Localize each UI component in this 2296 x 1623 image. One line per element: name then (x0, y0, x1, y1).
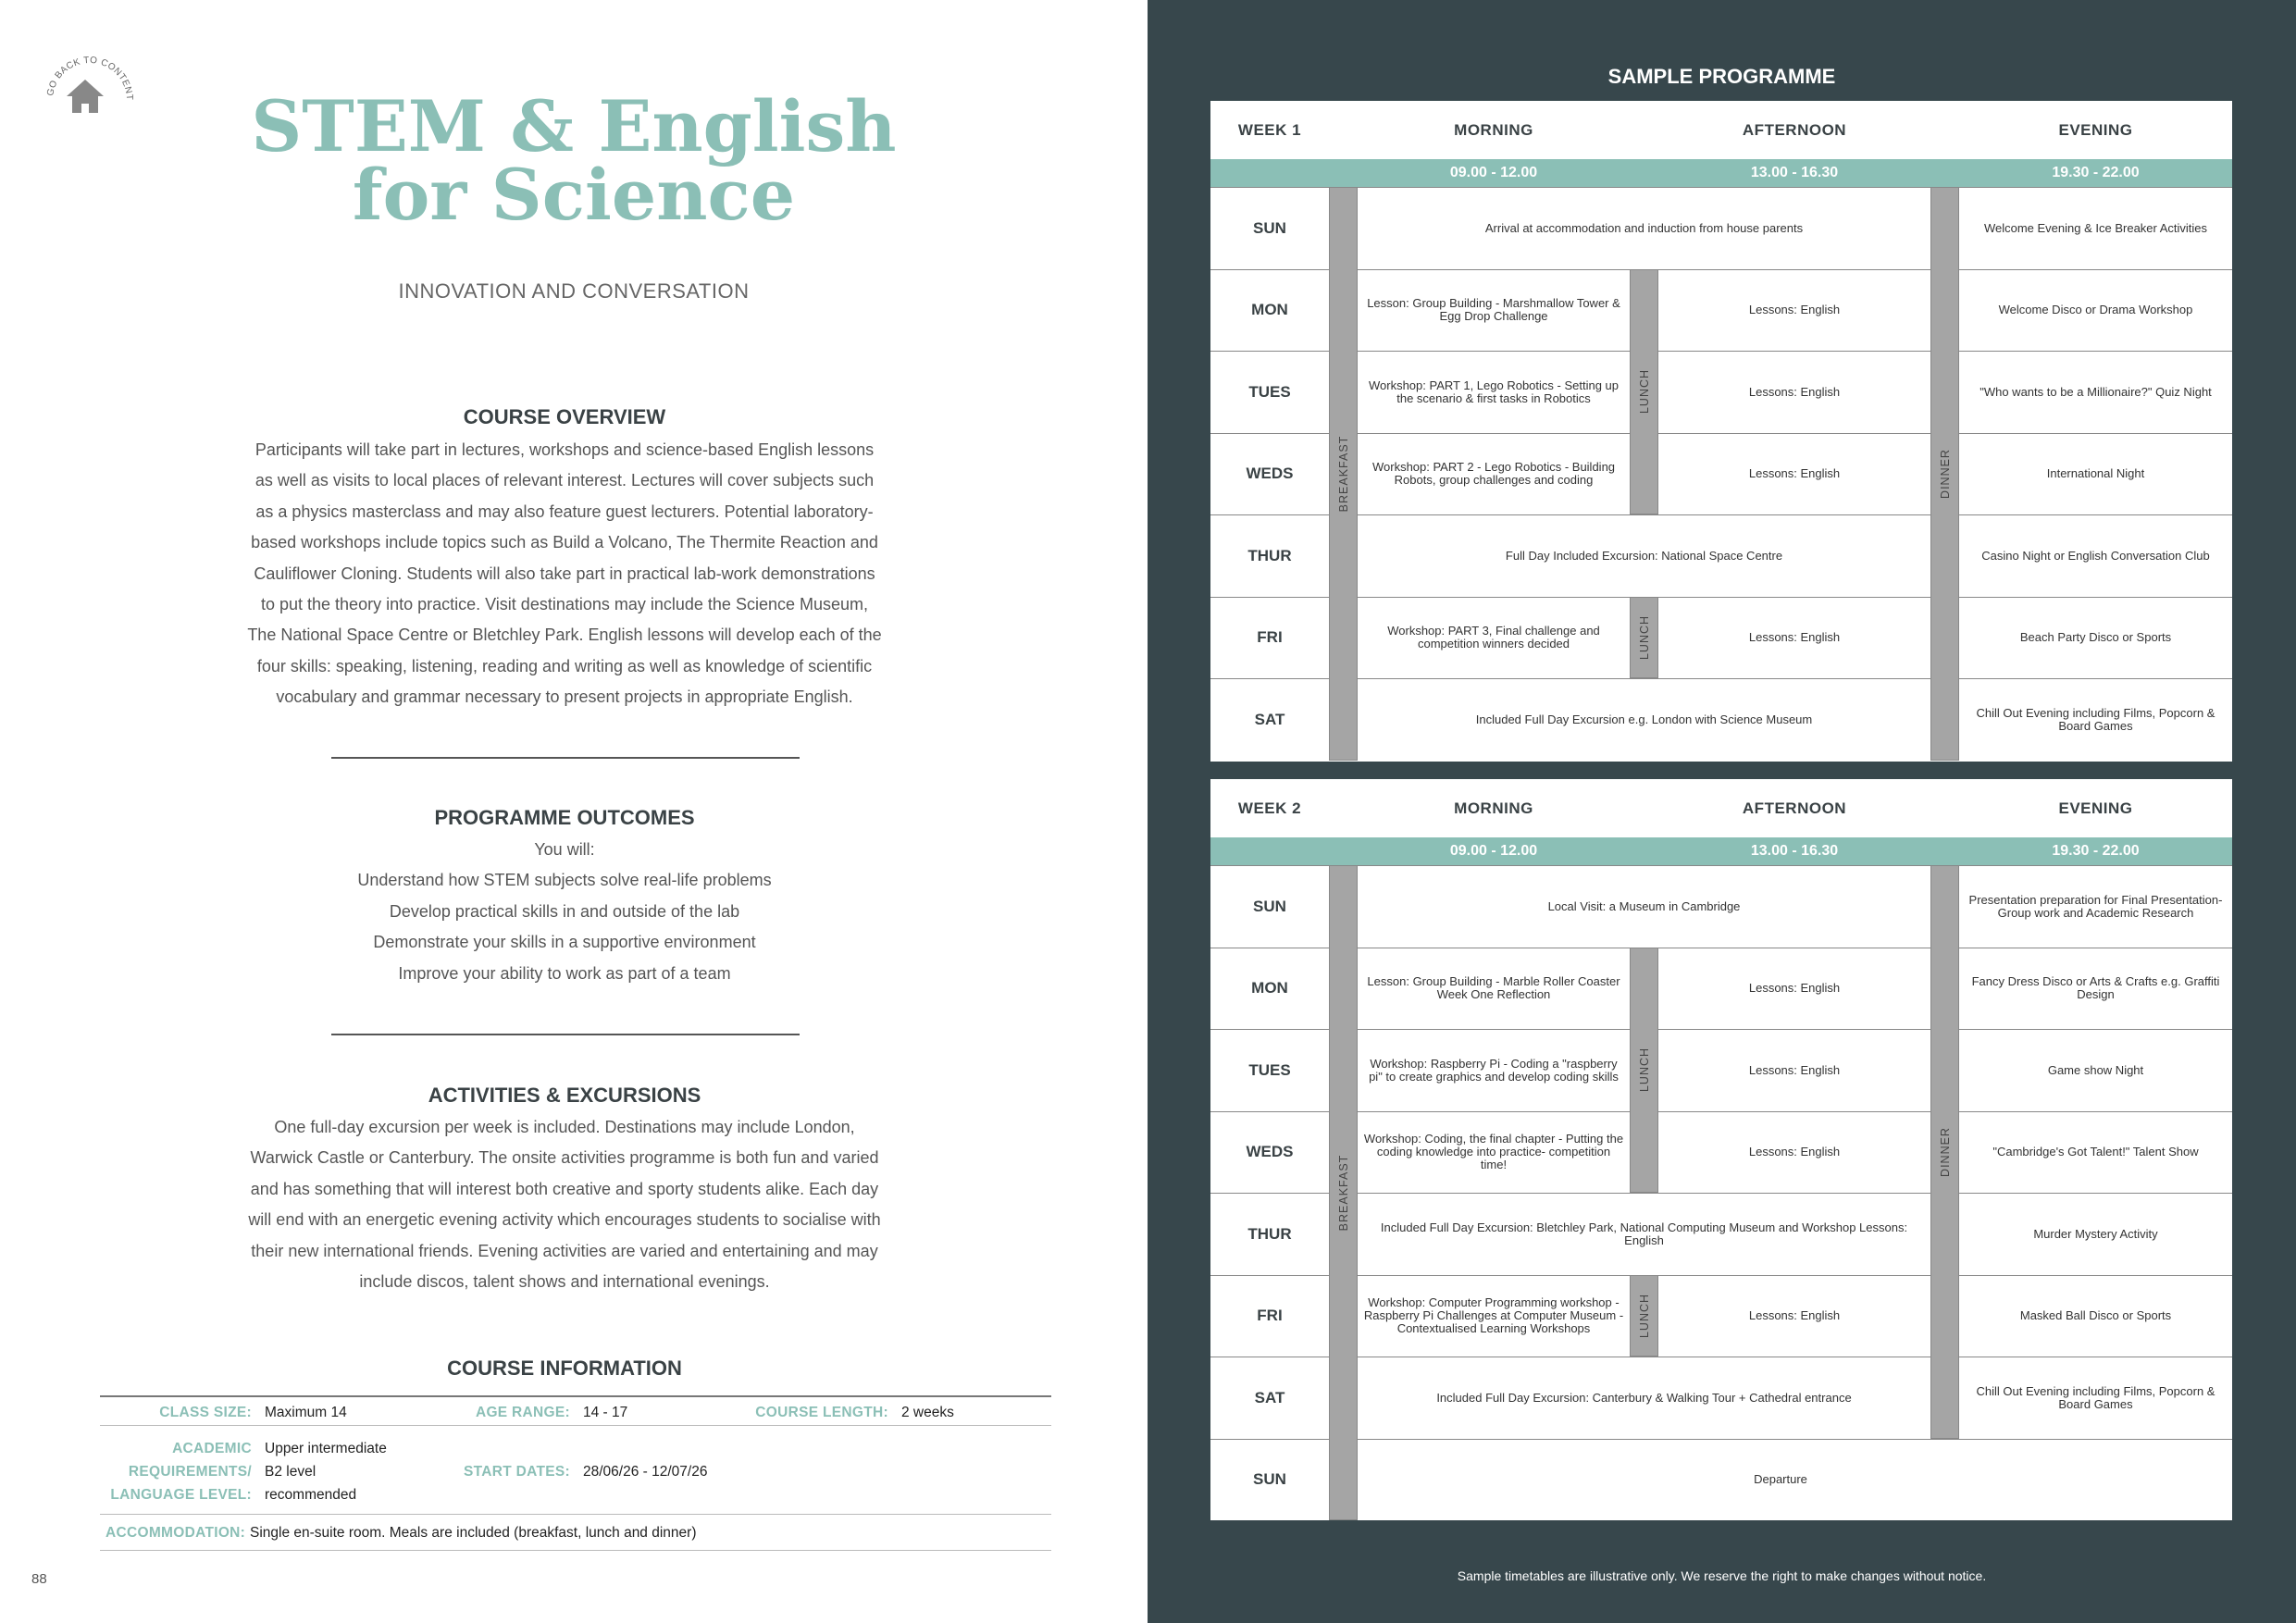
day-label: WEDS (1210, 433, 1329, 515)
afternoon-cell: Lessons: English (1658, 948, 1930, 1030)
activities-paragraph (231, 1112, 898, 1297)
evening-cell: Welcome Disco or Drama Workshop (1959, 269, 2232, 352)
day-label: WEDS (1210, 1111, 1329, 1194)
afternoon-header: AFTERNOON (1742, 120, 1847, 139)
divider (331, 1034, 800, 1035)
course-info-table (100, 1395, 1051, 1551)
age-range-label: AGE RANGE: (475, 1405, 570, 1420)
day-label: THUR (1210, 1193, 1329, 1275)
evening-cell: Welcome Evening & Ice Breaker Activities (1959, 187, 2232, 269)
class-size-label: CLASS SIZE: (159, 1405, 252, 1420)
class-size-value: Maximum 14 (265, 1405, 347, 1420)
evening-cell: "Cambridge's Got Talent!" Talent Show (1959, 1111, 2232, 1194)
start-dates-label: START DATES: (464, 1464, 570, 1480)
course-length-label: COURSE LENGTH: (755, 1405, 888, 1420)
evening-time: 19.30 - 22.00 (2052, 165, 2140, 180)
evening-cell: Murder Mystery Activity (1959, 1193, 2232, 1275)
day-label: TUES (1210, 1029, 1329, 1111)
outcome-item: Demonstrate your skills in a supportive environment (373, 933, 756, 952)
outcome-item: Develop practical skills in and outside of the lab (389, 901, 740, 921)
morning-cell: Workshop: PART 3, Final challenge and competition winners decided (1358, 597, 1630, 679)
breakfast-bar (1329, 187, 1358, 761)
afternoon-cell: Lessons: English (1658, 351, 1930, 433)
breakfast-bar-text: BREAKFAST (1336, 1154, 1350, 1232)
dinner-bar-text: DINNER (1938, 1126, 1952, 1177)
accommodation-label: ACCOMMODATION: (105, 1525, 246, 1541)
morning-header: MORNING (1454, 120, 1533, 139)
morning-cell: Workshop: Computer Programming workshop - Raspberry Pi Challenges at Computer Museum - Contextualised Learning Workshops (1358, 1275, 1630, 1357)
overview-heading: COURSE OVERVIEW (463, 405, 666, 428)
afternoon-time: 13.00 - 16.30 (1750, 165, 1839, 180)
evening-cell: Game show Night (1959, 1029, 2232, 1111)
morning-cell: Workshop: PART 1, Lego Robotics - Setting up the scenario & first tasks in Robotics (1358, 351, 1630, 433)
title-line-1: STEM & English (251, 85, 897, 167)
page-number: 88 (31, 1571, 47, 1587)
dinner-bar-text: DINNER (1938, 448, 1952, 499)
page-title (0, 85, 1148, 236)
full-day-cell: Arrival at accommodation and induction from house parents (1358, 187, 1930, 269)
morning-cell: Lesson: Group Building - Marshmallow Tower & Egg Drop Challenge (1358, 269, 1630, 352)
evening-header: EVENING (2058, 120, 2133, 139)
overview-line: vocabulary and grammar necessary to present projects in appropriate English. (276, 688, 853, 707)
breakfast-bar-text: BREAKFAST (1336, 435, 1350, 513)
breakfast-bar (1329, 865, 1358, 1520)
week-1-table (1210, 101, 2232, 762)
activities-heading: ACTIVITIES & EXCURSIONS (428, 1084, 701, 1107)
morning-cell: Workshop: Coding, the final chapter - Putting the coding knowledge into practice- competition time! (1358, 1111, 1630, 1194)
lunch-bar-text: LUNCH (1637, 614, 1651, 660)
svg-text:GO BACK TO CONTENTS PAGE: GO BACK TO CONTENT (45, 55, 135, 101)
afternoon-cell: Lessons: English (1658, 433, 1930, 515)
programme-title: SAMPLE PROGRAMME (1607, 65, 1836, 88)
activities-line: One full-day excursion per week is included. Destinations may include London, (274, 1118, 855, 1136)
day-label: FRI (1210, 597, 1329, 679)
evening-header: EVENING (2058, 799, 2133, 817)
morning-time: 09.00 - 12.00 (1449, 165, 1538, 180)
overview-line: four skills: speaking, listening, reading and writing as well as knowledge of scientific (256, 656, 873, 675)
overview-line: based workshops include topics such as Build a Volcano, The Thermite Reaction and (251, 533, 878, 552)
evening-time: 19.30 - 22.00 (2052, 843, 2140, 859)
right-page (1148, 0, 2296, 1623)
info-row (100, 1395, 1051, 1425)
evening-cell: Masked Ball Disco or Sports (1959, 1275, 2232, 1357)
title-line-2: for Science (352, 154, 796, 236)
activities-line: include discos, talent shows and international evenings. (359, 1272, 770, 1292)
week-label: WEEK 2 (1237, 799, 1302, 817)
activities-line: and has something that will interest both creative and sporty students alike. Each day (250, 1179, 879, 1198)
dinner-bar (1930, 865, 1959, 1439)
outcomes-intro: You will: (534, 840, 595, 859)
overview-line: as a physics masterclass and may also feature guest lecturers. Potential laboratory- (255, 502, 874, 521)
evening-cell: Presentation preparation for Final Presentation- Group work and Academic Research (1959, 865, 2232, 948)
afternoon-header: AFTERNOON (1742, 799, 1847, 817)
lunch-bar-text: LUNCH (1637, 1293, 1651, 1338)
accommodation-value: Single en-suite room. Meals are included (breakfast, lunch and dinner) (250, 1525, 697, 1541)
full-day-cell: Included Full Day Excursion: Canterbury & Walking Tour + Cathedral entrance (1358, 1357, 1930, 1439)
evening-cell: International Night (1959, 433, 2232, 515)
evening-cell: Chill Out Evening including Films, Popcorn & Board Games (1959, 678, 2232, 761)
afternoon-time: 13.00 - 16.30 (1750, 843, 1839, 859)
activities-line: Warwick Castle or Canterbury. The onsite activities programme is both fun and varied (250, 1148, 879, 1168)
outcomes-list (231, 835, 898, 989)
afternoon-cell: Lessons: English (1658, 269, 1930, 352)
lunch-bar (1630, 269, 1658, 515)
academic-label: ACADEMIC REQUIREMENTS/ LANGUAGE LEVEL: (110, 1441, 252, 1503)
info-row (100, 1514, 1051, 1551)
evening-cell: Casino Night or English Conversation Club (1959, 514, 2232, 597)
age-range-value: 14 - 17 (583, 1405, 628, 1420)
overview-line: Cauliflower Cloning. Students will also take part in practical lab-work demonstrations (254, 564, 875, 583)
overview-line: Participants will take part in lectures, workshops and science-based English lessons (254, 440, 875, 459)
outcome-item: Improve your ability to work as part of a team (398, 963, 731, 983)
week-label: WEEK 1 (1237, 120, 1302, 139)
disclaimer: Sample timetables are illustrative only. We reserve the right to make changes without notice. (1457, 1568, 1987, 1583)
day-label: MON (1210, 269, 1329, 352)
departure-cell: Departure (1329, 1439, 2232, 1521)
overview-line: to put the theory into practice. Visit destinations may include the Science Museum, (260, 595, 868, 614)
day-label: SAT (1210, 1357, 1329, 1439)
activities-line: their new international friends. Evening activities are varied and entertaining and may (251, 1241, 878, 1260)
week-2-table (1210, 779, 2232, 1520)
afternoon-cell: Lessons: English (1658, 597, 1930, 679)
overview-paragraph (231, 435, 898, 713)
day-label: SUN (1210, 865, 1329, 948)
outcomes-heading: PROGRAMME OUTCOMES (434, 806, 695, 829)
lunch-bar (1630, 948, 1658, 1194)
dinner-bar (1930, 187, 1959, 761)
full-day-cell: Full Day Included Excursion: National Space Centre (1358, 514, 1930, 597)
evening-cell: Fancy Dress Disco or Arts & Crafts e.g. Graffiti Design (1959, 948, 2232, 1030)
afternoon-cell: Lessons: English (1658, 1111, 1930, 1194)
outcome-item: Understand how STEM subjects solve real-life problems (357, 871, 772, 890)
lunch-bar-text: LUNCH (1637, 1047, 1651, 1093)
morning-cell: Workshop: Raspberry Pi - Coding a "raspberry pi" to create graphics and develop coding skills (1358, 1029, 1630, 1111)
evening-cell: Chill Out Evening including Films, Popcorn & Board Games (1959, 1357, 2232, 1439)
morning-cell: Lesson: Group Building - Marble Roller Coaster Week One Reflection (1358, 948, 1630, 1030)
afternoon-cell: Lessons: English (1658, 1275, 1930, 1357)
course-length-value: 2 weeks (901, 1405, 954, 1420)
morning-header: MORNING (1454, 799, 1533, 817)
page-subtitle: INNOVATION AND CONVERSATION (398, 279, 750, 303)
full-day-cell: Included Full Day Excursion e.g. London with Science Museum (1358, 678, 1930, 761)
academic-value: Upper intermediate B2 level recommended (265, 1441, 387, 1503)
day-label: FRI (1210, 1275, 1329, 1357)
morning-cell: Workshop: PART 2 - Lego Robotics - Building Robots, group challenges and coding (1358, 433, 1630, 515)
lunch-bar-text: LUNCH (1637, 369, 1651, 415)
evening-cell: "Who wants to be a Millionaire?" Quiz Night (1959, 351, 2232, 433)
day-label: TUES (1210, 351, 1329, 433)
start-dates-value: 28/06/26 - 12/07/26 (583, 1464, 708, 1480)
lunch-bar (1630, 597, 1658, 679)
info-row (100, 1425, 1051, 1514)
day-label: SUN (1210, 1439, 1329, 1521)
course-info-heading: COURSE INFORMATION (447, 1357, 682, 1380)
divider (331, 757, 800, 759)
day-label: SUN (1210, 187, 1329, 269)
day-label: THUR (1210, 514, 1329, 597)
afternoon-cell: Lessons: English (1658, 1029, 1930, 1111)
lunch-bar (1630, 1275, 1658, 1357)
full-day-cell: Included Full Day Excursion: Bletchley Park, National Computing Museum and Workshop Lessons: English (1358, 1193, 1930, 1275)
overview-line: The National Space Centre or Bletchley Park. English lessons will develop each of the (247, 626, 882, 645)
full-day-cell: Local Visit: a Museum in Cambridge (1358, 865, 1930, 948)
overview-line: as well as visits to local places of relevant interest. Lectures will cover subjects such (254, 471, 875, 490)
day-label: SAT (1210, 678, 1329, 761)
activities-line: will end with an energetic evening activity which encourages students to socialise with (248, 1210, 881, 1230)
day-label: MON (1210, 948, 1329, 1030)
morning-time: 09.00 - 12.00 (1449, 843, 1538, 859)
evening-cell: Beach Party Disco or Sports (1959, 597, 2232, 679)
